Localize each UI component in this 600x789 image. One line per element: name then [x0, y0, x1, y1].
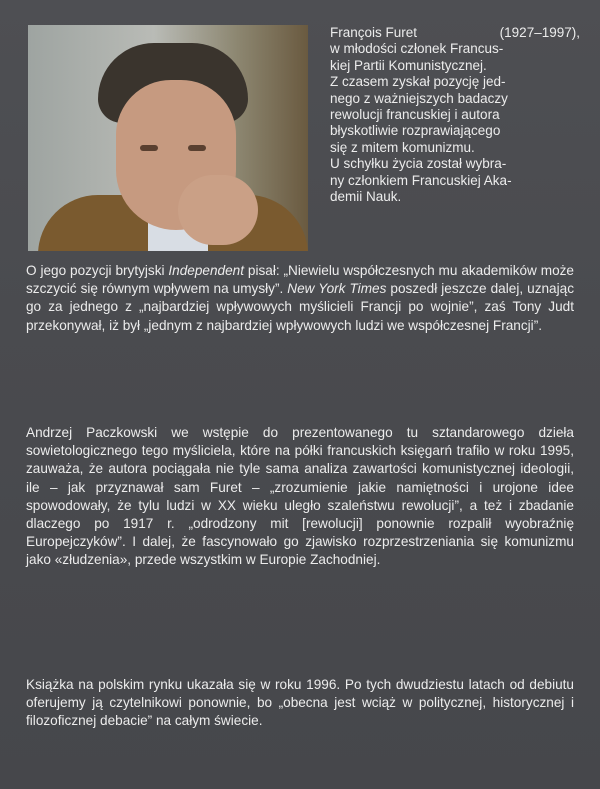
author-name: François Furet — [330, 25, 418, 40]
closing-paragraph: Książka na polskim rynku ukazała się w roku 1996. Po tych dwudziestu latach od debiutu oferujemy ją czytelnikowi ponownie, bo „obecna jest wciąż w politycznej, historycznej i filozoficznej debacie” na całym świecie. — [26, 677, 574, 729]
photo-hand — [178, 175, 258, 245]
caption-line: się z mitem komunizmu. — [330, 139, 475, 155]
author-photo — [28, 25, 308, 251]
caption-line: demii Nauk. — [330, 189, 402, 205]
caption-line: w młodości członek Francus- — [330, 41, 504, 57]
photo-eye-right — [188, 145, 206, 151]
body-paragraph: Andrzej Paczkowski we wstępie do prezentowanego tu sztandarowego dzieła sowietologicznego tego myśliciela, które na półki francuskich księgarń trafiło w roku 1995, zauważa, że autora pociągała nie tyle sama analiza zawartości komunistycznej ideologii, ile – jak przyznawał sam Furet – „zrozumienie jakie namiętności i urojone idee spowodowały, że tylu ludzi w XX wieku uległo szaleństwu rewolucji”, a też i zbadanie dlaczego po 1917 r. „odrodzony mit [rewolucji] ponownie rozpalił wyobraźnię Europejczyków”. I dalej, że fascynowało go zjawisko rozprzestrzeniania się komunizmu jako «złudzenia», przede wszystkim w Europie Zachodniej. — [26, 425, 574, 568]
caption-line: nego z ważniejszych badaczy — [330, 90, 508, 106]
intro-text: O jego pozycji brytyjski — [26, 263, 169, 278]
caption-line: U schyłku życia został wybra- — [330, 156, 507, 172]
caption-line: błyskotliwie rozprawiającego — [330, 123, 501, 139]
photo-eye-left — [140, 145, 158, 151]
caption-line: Z czasem zyskał pozycję jed- — [330, 74, 506, 90]
intro-text: poszedł jeszcze dalej, uznając go za jednego z „najbardziej wpływowych myślicieli Francji po wojnie”, zaś Tony Judt przekonywał, iż był „jednym z najbardziej wpływowych ludzi we współczesnej Francji”. — [26, 281, 574, 333]
caption-line: kiej Partii Komunistycznej. — [330, 57, 487, 73]
intro-text: pisał: „Niewielu współczesnych mu akademików może szczycić się równym wpływem na umysły”. — [26, 263, 574, 297]
nyt-title: New York Times — [287, 281, 387, 297]
author-caption — [330, 25, 580, 205]
intro-paragraph — [26, 262, 574, 335]
author-years: (1927–1997), — [499, 25, 580, 40]
caption-line: ny członkiem Francuskiej Aka- — [330, 172, 512, 188]
caption-line: rewolucji francuskiej i autora — [330, 107, 500, 123]
independent-title: Independent — [168, 263, 245, 278]
